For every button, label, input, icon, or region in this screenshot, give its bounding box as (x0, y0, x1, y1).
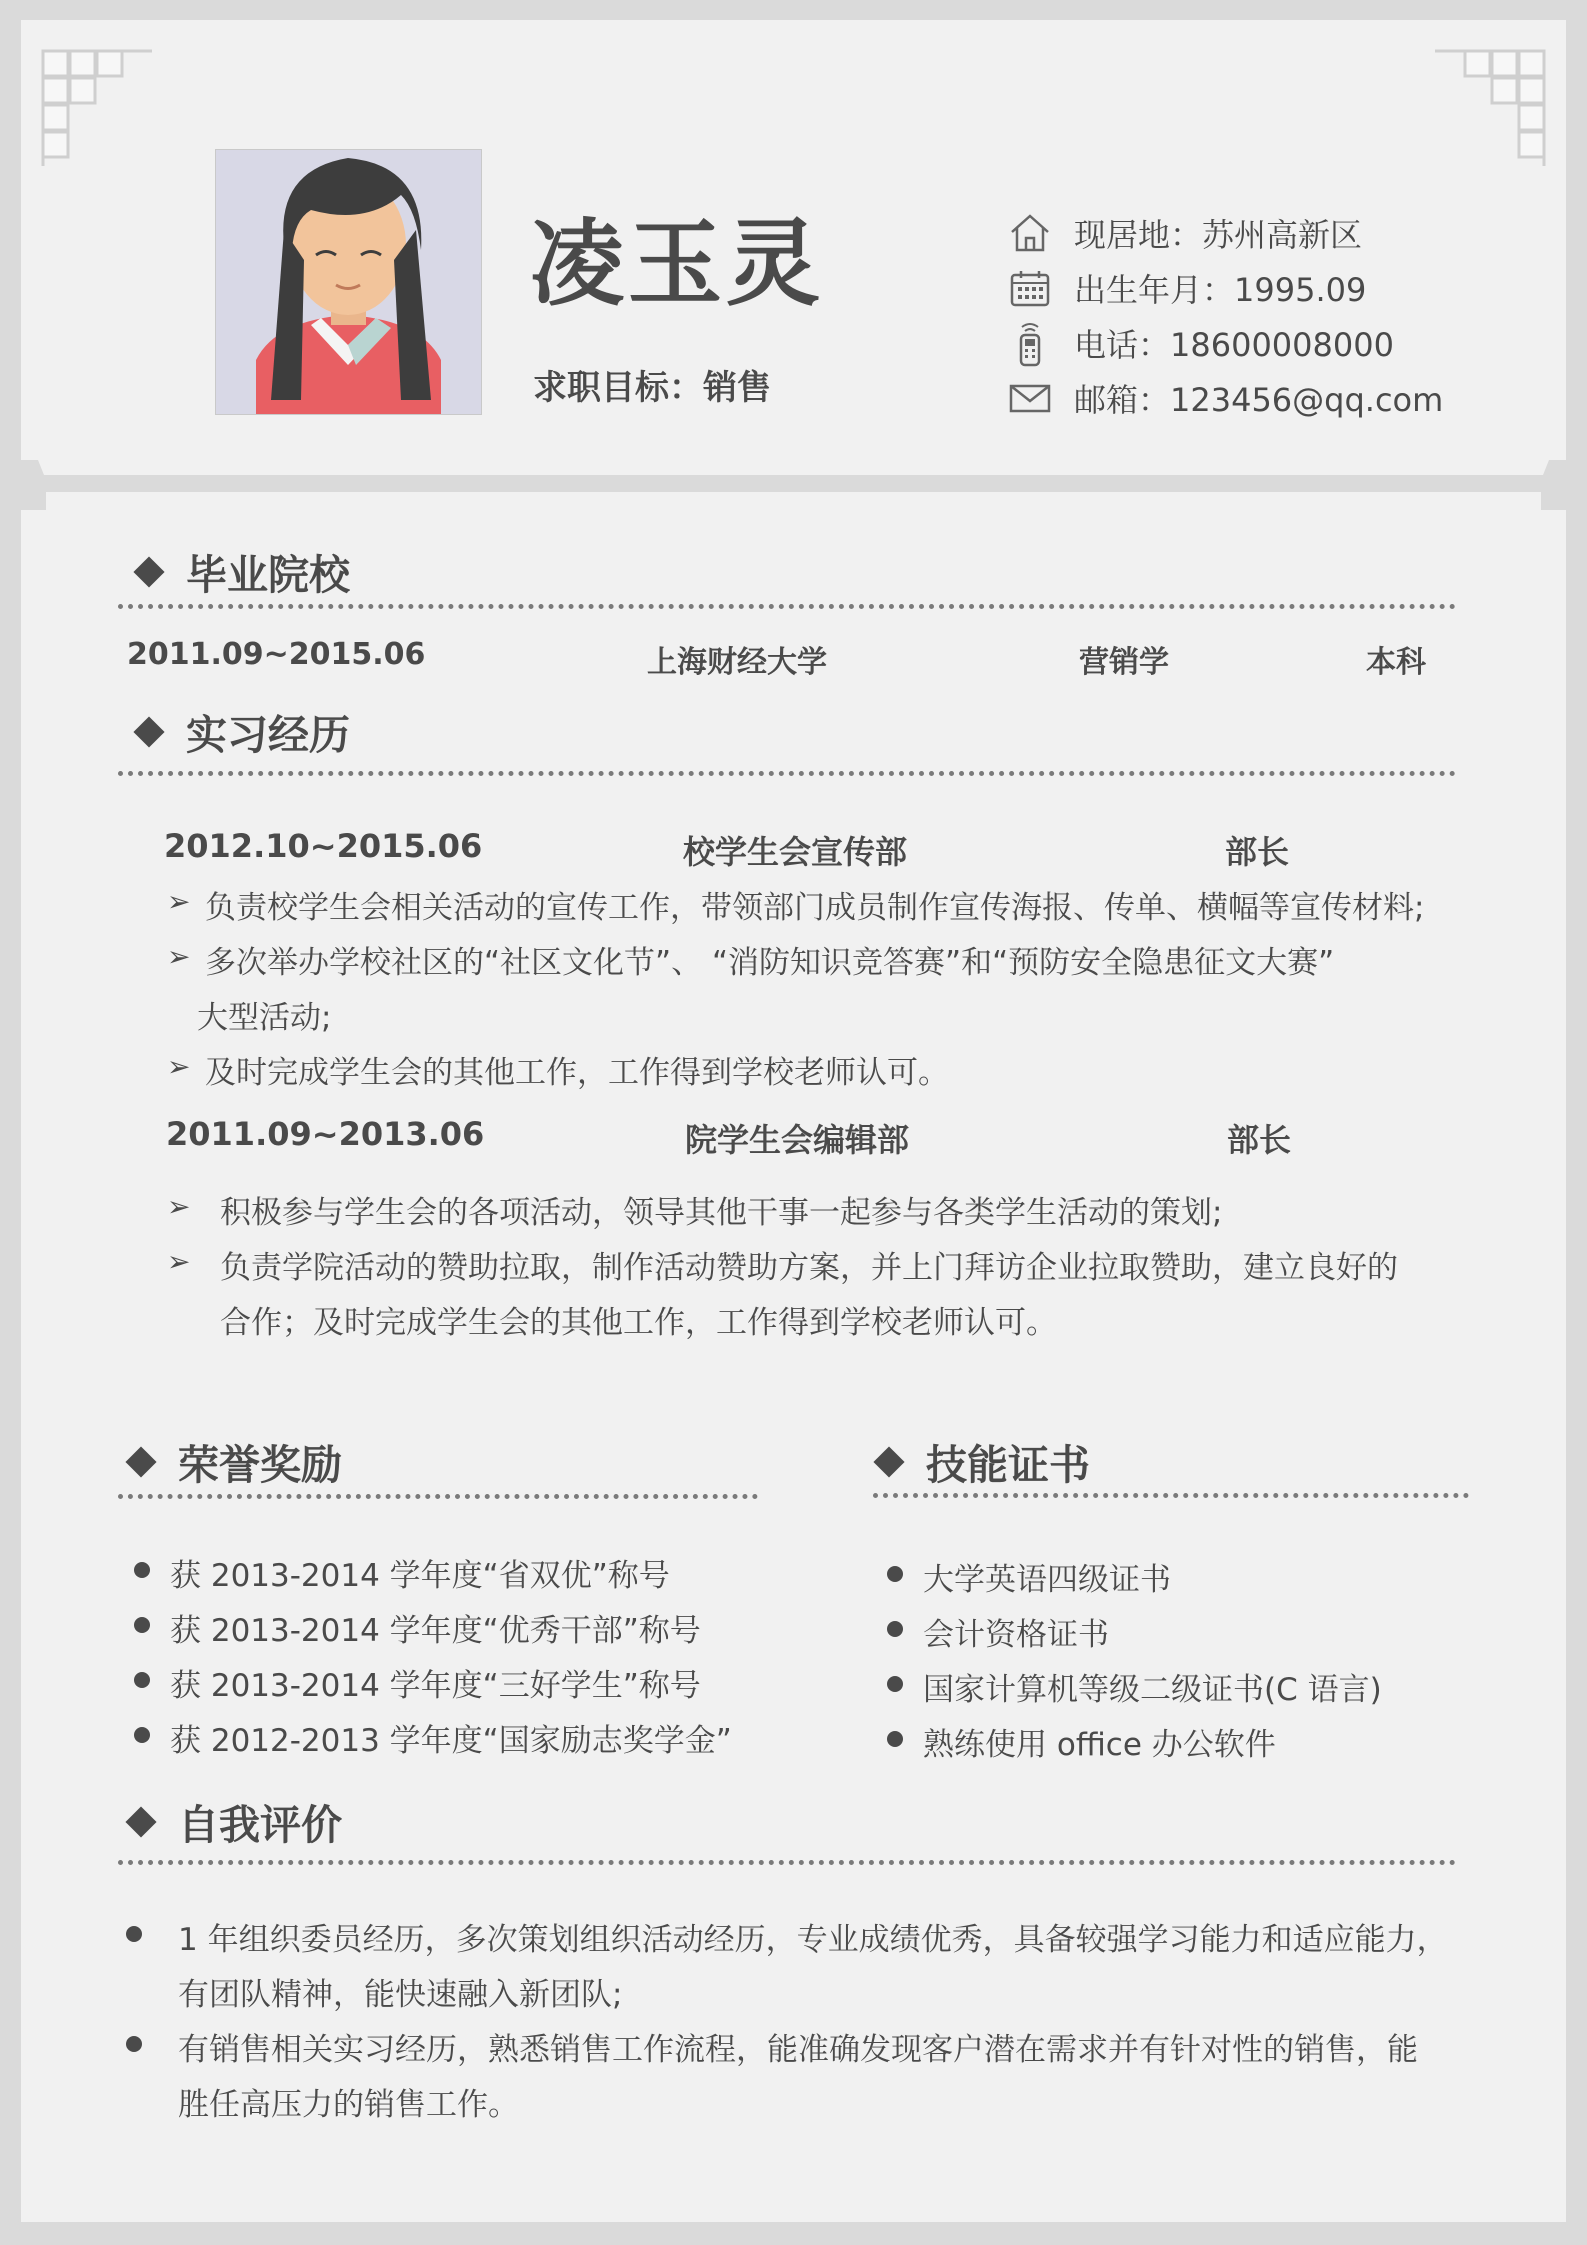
divider (118, 1860, 1456, 1865)
job-role: 部长 (1225, 833, 1290, 871)
job-bullet: 多次举办学校社区的“社区文化节”、 “消防知识竞答赛”和“预防安全隐患征文大赛” (205, 945, 1335, 981)
corner-ornament-right (1432, 48, 1547, 168)
section-heading-self-evaluation: 自我评价 (122, 1792, 342, 1851)
honor-item-clipped (120, 1715, 760, 1759)
contact-address: 现居地：苏州高新区 (1005, 205, 1443, 260)
section-heading-skills: 技能证书 (870, 1432, 1090, 1491)
arrow-bullet-icon: ➢ (167, 885, 191, 918)
bullet-dot-icon (134, 1562, 150, 1578)
job-period: 2011.09~2013.06 (166, 1115, 485, 1153)
skill-item: 会计资格证书 (923, 1617, 1109, 1653)
divider (118, 1494, 758, 1499)
mobile-phone-icon (1005, 321, 1055, 365)
contact-birth: 出生年月：1995.09 (1005, 260, 1443, 315)
contact-list (1005, 205, 1443, 425)
section-heading-education: 毕业院校 (130, 542, 350, 601)
divider (873, 1493, 1469, 1498)
envelope-icon (1005, 376, 1055, 420)
diamond-icon (873, 1446, 904, 1477)
bullet-dot-icon (887, 1676, 903, 1692)
job-bullet: 负责校学生会相关活动的宣传工作，带领部门成员制作宣传海报、传单、横幅等宣传材料; (205, 890, 1425, 926)
candidate-name: 凌玉灵 (530, 210, 825, 319)
contact-email: 邮箱：123456@qq.com (1005, 370, 1443, 425)
diamond-icon (133, 716, 164, 747)
self-eval-line: 胜任高压力的销售工作。 (178, 2087, 519, 2123)
job-objective: 求职目标：销售 (533, 368, 771, 408)
honor-item: 获 2012-2013 学年度“国家励志奖学金” (170, 1723, 732, 1759)
contact-phone: 电话：18600008000 (1005, 315, 1443, 370)
skill-item: 熟练使用 office 办公软件 (923, 1727, 1276, 1763)
bullet-dot-icon (887, 1731, 903, 1747)
skill-item: 大学英语四级证书 (923, 1562, 1171, 1598)
honor-item: 获 2013-2014 学年度“优秀干部”称号 (170, 1613, 701, 1649)
bullet-dot-icon (126, 1926, 142, 1942)
calendar-icon (1005, 266, 1055, 310)
bullet-dot-icon (134, 1727, 150, 1743)
self-eval-line: 1 年组织委员经历，多次策划组织活动经历，专业成绩优秀，具备较强学习能力和适应能力， (178, 1922, 1448, 1958)
job-bullet: 负责学院活动的赞助拉取，制作活动赞助方案，并上门拜访企业拉取赞助，建立良好的 (220, 1250, 1398, 1286)
education-period: 2011.09~2015.06 (127, 637, 426, 672)
bullet-dot-icon (134, 1617, 150, 1633)
section-heading-internship: 实习经历 (130, 702, 350, 761)
section-heading-honors: 荣誉奖励 (122, 1432, 342, 1491)
job-bullet: 积极参与学生会的各项活动，领导其他干事一起参与各类学生活动的策划; (220, 1195, 1223, 1231)
diamond-icon (133, 556, 164, 587)
education-degree: 本科 (1366, 645, 1426, 680)
diamond-icon (125, 1446, 156, 1477)
arrow-bullet-icon: ➢ (167, 1190, 191, 1223)
job-org: 校学生会宣传部 (683, 833, 908, 871)
arrow-bullet-icon: ➢ (167, 940, 191, 973)
divider (118, 604, 1456, 609)
diamond-icon (125, 1806, 156, 1837)
education-major: 营销学 (1079, 645, 1169, 680)
bullet-dot-icon (887, 1621, 903, 1637)
bullet-dot-icon (134, 1672, 150, 1688)
skill-item: 国家计算机等级二级证书(C 语言) (923, 1672, 1382, 1708)
job-bullet-continuation: 大型活动; (197, 1000, 332, 1036)
job-bullet-continuation: 合作；及时完成学生会的其他工作，工作得到学校老师认可。 (220, 1305, 1057, 1341)
self-eval-line: 有销售相关实习经历，熟悉销售工作流程，能准确发现客户潜在需求并有针对性的销售，能 (178, 2032, 1418, 2068)
self-eval-line: 有团队精神，能快速融入新团队; (178, 1977, 623, 2013)
job-org: 院学生会编辑部 (685, 1121, 910, 1159)
house-icon (1005, 211, 1055, 255)
corner-ornament-left (40, 48, 155, 168)
education-school: 上海财经大学 (647, 645, 827, 680)
job-role: 部长 (1227, 1121, 1292, 1159)
profile-photo (215, 149, 482, 415)
panel-notches (0, 440, 1587, 520)
divider (118, 771, 1456, 776)
honor-item: 获 2013-2014 学年度“三好学生”称号 (170, 1668, 701, 1704)
job-period: 2012.10~2015.06 (164, 827, 483, 865)
bullet-dot-icon (887, 1566, 903, 1582)
bullet-dot-icon (126, 2036, 142, 2052)
arrow-bullet-icon: ➢ (167, 1245, 191, 1278)
arrow-bullet-icon: ➢ (167, 1050, 191, 1083)
honor-item: 获 2013-2014 学年度“省双优”称号 (170, 1558, 670, 1594)
job-bullet: 及时完成学生会的其他工作，工作得到学校老师认可。 (205, 1055, 949, 1091)
